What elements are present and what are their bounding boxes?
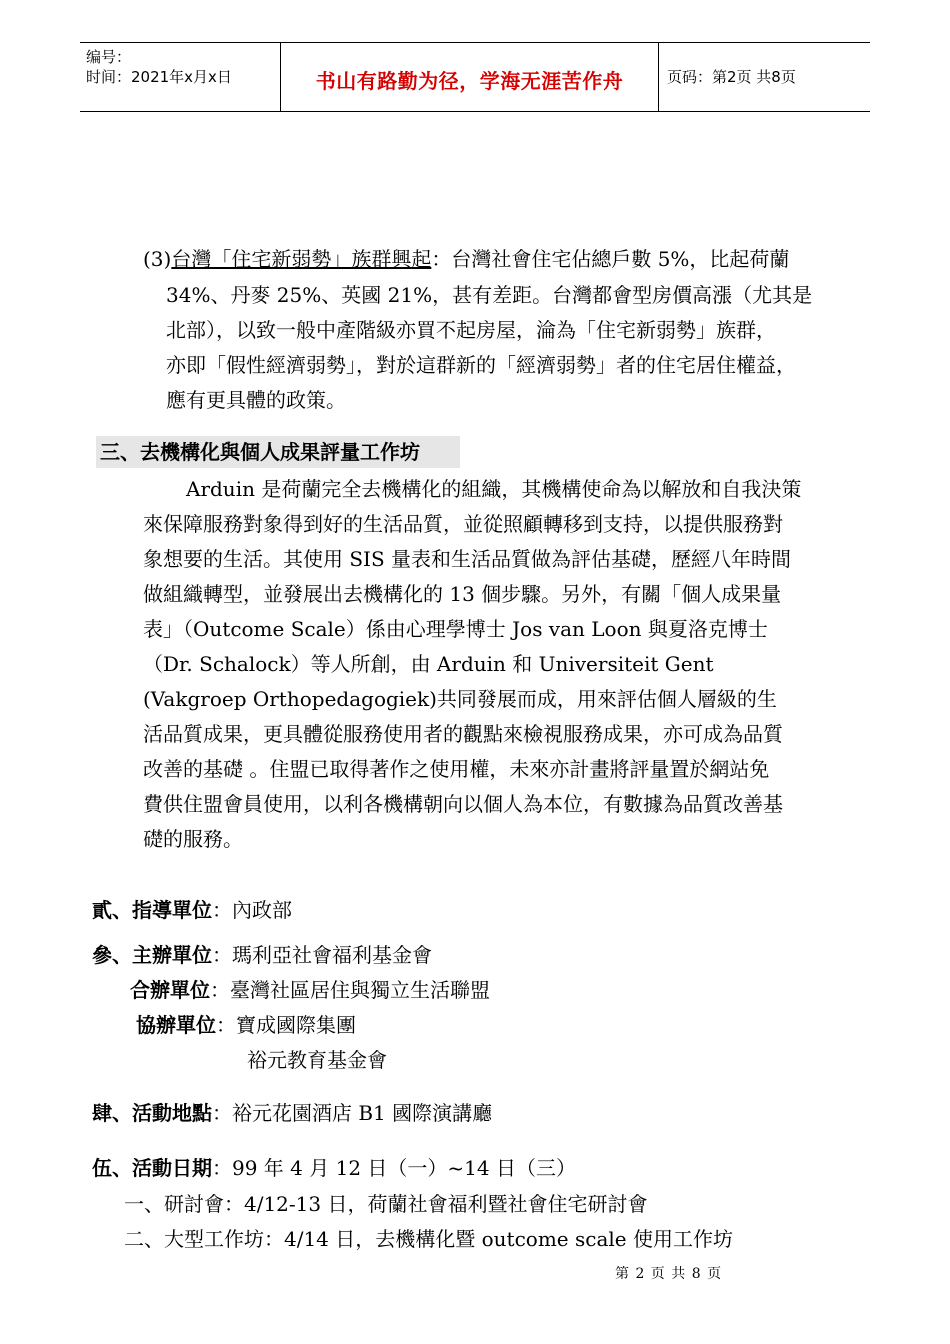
item3-line2: 34%、丹麥 25%、英國 21%，甚有差距。台灣都會型房價高漲（尤其是 <box>166 283 813 307</box>
co-organizer-value: ：臺灣社區居住與獨立生活聯盟 <box>210 978 490 1002</box>
guidance-unit-row <box>92 898 292 922</box>
header-meta-cell <box>80 43 281 111</box>
page-footer: 第 2 页 共 8 页 <box>615 1266 723 1282</box>
item3-line5: 應有更具體的政策。 <box>166 388 346 412</box>
section3-line: (Vakgroep Orthopedagogiek)共同發展而成，用來評估個人層級的生 <box>143 687 777 711</box>
organizer-row <box>92 943 432 967</box>
page-header <box>80 42 870 112</box>
item3-line3: 北部），以致一般中產階級亦買不起房屋，淪為「住宅新弱勢」族群， <box>166 318 776 342</box>
schedule-item: 二、大型工作坊：4/14 日，去機構化暨 outcome scale 使用工作坊 <box>124 1227 733 1251</box>
section3-line: 做組織轉型，並發展出去機構化的 13 個步驟。另外，有關「個人成果量 <box>143 582 782 606</box>
header-motto-cell <box>281 43 659 111</box>
venue-row <box>92 1101 492 1125</box>
section3-line: 來保障服務對象得到好的生活品質，並從照顧轉移到支持，以提供服務對 <box>143 512 783 536</box>
co-organizer-row <box>130 978 490 1002</box>
organizer-label: 參、主辦單位 <box>92 943 212 967</box>
schedule-item: 一、研討會：4/12-13 日，荷蘭社會福利暨社會住宅研討會 <box>124 1192 648 1216</box>
assisting-value: ：寶成國際集團 <box>216 1013 356 1037</box>
item3-line1-rest: ：台灣社會住宅佔總戶數 5%，比起荷蘭 <box>431 247 790 271</box>
venue-value: ：裕元花園酒店 B1 國際演講廳 <box>212 1101 493 1125</box>
header-motto: 书山有路勤为径，学海无涯苦作舟 <box>315 69 624 93</box>
section3-line: 費供住盟會員使用，以利各機構朝向以個人為本位，有數據為品質改善基 <box>143 792 783 816</box>
item3-line4: 亦即「假性經濟弱勢」，對於這群新的「經濟弱勢」者的住宅居住權益， <box>166 353 796 377</box>
section3-line: 表」（Outcome Scale）係由心理學博士 Jos van Loon 與夏洛克博士 <box>143 617 768 641</box>
date-value: ：99 年 4 月 12 日（一）~14 日（三） <box>212 1156 576 1180</box>
assisting-value-2: 裕元教育基金會 <box>247 1048 387 1072</box>
venue-label: 肆、活動地點 <box>92 1101 212 1125</box>
organizer-value: ：瑪利亞社會福利基金會 <box>212 943 432 967</box>
section3-line: Arduin 是荷蘭完全去機構化的組織，其機構使命為以解放和自我決策 <box>186 477 802 501</box>
section3-line: 改善的基礎 。住盟已取得著作之使用權，未來亦計畫將評量置於網站免 <box>143 757 770 781</box>
document-time-label: 时间：2021年x月x日 <box>86 68 232 86</box>
assisting-row <box>136 1013 356 1037</box>
guidance-label: 貳、指導單位 <box>92 898 212 922</box>
section3-line: 礎的服務。 <box>143 827 243 851</box>
guidance-value: ：內政部 <box>212 898 292 922</box>
item3-line1 <box>143 247 789 271</box>
section3-line: （Dr. Schalock）等人所創，由 Arduin 和 Universiteit Gent <box>143 652 714 676</box>
header-page-info: 页码：第2页 共8页 <box>667 68 796 86</box>
header-page-cell <box>659 43 870 111</box>
section3-heading: 三、去機構化與個人成果評量工作坊 <box>96 436 460 468</box>
item3-prefix: (3) <box>143 247 172 271</box>
assisting-label: 協辦單位 <box>136 1013 216 1037</box>
document-number-label: 编号： <box>86 48 132 66</box>
date-row <box>92 1156 576 1180</box>
co-organizer-label: 合辦單位 <box>130 978 210 1002</box>
item3-title: 台灣「住宅新弱勢」族群興起 <box>171 247 432 271</box>
section3-line: 活品質成果，更具體從服務使用者的觀點來檢視服務成果，亦可成為品質 <box>143 722 783 746</box>
date-label: 伍、活動日期 <box>92 1156 212 1180</box>
section3-line: 象想要的生活。其使用 SIS 量表和生活品質做為評估基礎，歷經八年時間 <box>143 547 792 571</box>
